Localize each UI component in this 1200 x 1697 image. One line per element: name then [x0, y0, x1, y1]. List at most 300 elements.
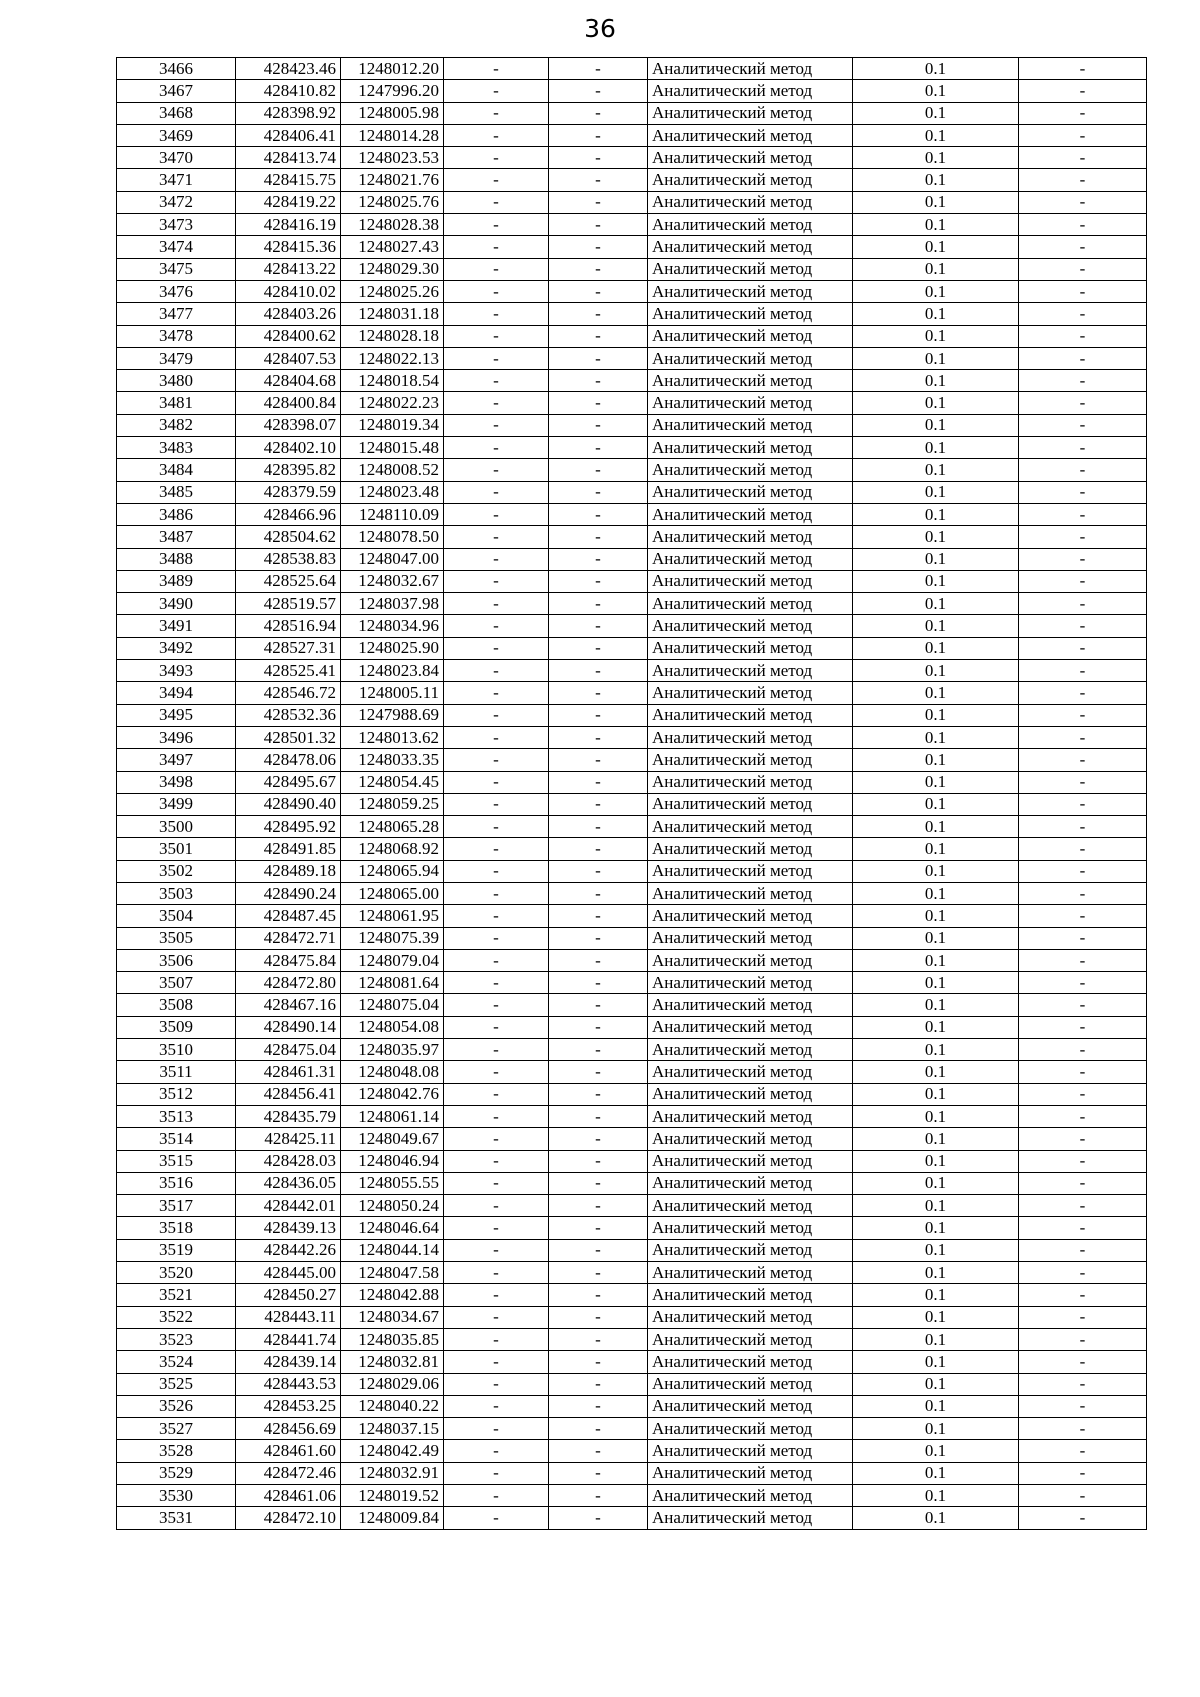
- empty-value-cell: -: [1019, 1440, 1147, 1462]
- y-coordinate-cell: 1248081.64: [341, 972, 444, 994]
- empty-value-cell: -: [549, 392, 648, 414]
- empty-value-cell: -: [444, 682, 549, 704]
- empty-value-cell: -: [1019, 1373, 1147, 1395]
- empty-value-cell: -: [444, 1262, 549, 1284]
- empty-value-cell: -: [549, 682, 648, 704]
- empty-value-cell: -: [549, 1306, 648, 1328]
- empty-value-cell: -: [1019, 927, 1147, 949]
- table-row: [117, 102, 1147, 124]
- empty-value-cell: -: [549, 80, 648, 102]
- empty-value-cell: -: [549, 1373, 648, 1395]
- table-row: [117, 1262, 1147, 1284]
- table-row: [117, 392, 1147, 414]
- accuracy-cell: 0.1: [853, 1061, 1019, 1083]
- empty-value-cell: -: [549, 325, 648, 347]
- point-number-cell: 3467: [117, 80, 236, 102]
- empty-value-cell: -: [549, 771, 648, 793]
- x-coordinate-cell: 428461.06: [236, 1485, 341, 1507]
- empty-value-cell: -: [549, 1105, 648, 1127]
- empty-value-cell: -: [549, 816, 648, 838]
- method-cell: Аналитический метод: [648, 236, 853, 258]
- empty-value-cell: -: [549, 481, 648, 503]
- point-number-cell: 3523: [117, 1328, 236, 1350]
- x-coordinate-cell: 428546.72: [236, 682, 341, 704]
- accuracy-cell: 0.1: [853, 1284, 1019, 1306]
- y-coordinate-cell: 1248022.23: [341, 392, 444, 414]
- empty-value-cell: -: [549, 1462, 648, 1484]
- empty-value-cell: -: [549, 972, 648, 994]
- empty-value-cell: -: [1019, 1172, 1147, 1194]
- method-cell: Аналитический метод: [648, 102, 853, 124]
- y-coordinate-cell: 1248048.08: [341, 1061, 444, 1083]
- empty-value-cell: -: [549, 1485, 648, 1507]
- point-number-cell: 3531: [117, 1507, 236, 1529]
- empty-value-cell: -: [1019, 615, 1147, 637]
- method-cell: Аналитический метод: [648, 927, 853, 949]
- empty-value-cell: -: [549, 882, 648, 904]
- table-row: [117, 80, 1147, 102]
- empty-value-cell: -: [444, 1462, 549, 1484]
- empty-value-cell: -: [444, 793, 549, 815]
- empty-value-cell: -: [444, 1373, 549, 1395]
- accuracy-cell: 0.1: [853, 58, 1019, 80]
- empty-value-cell: -: [549, 169, 648, 191]
- table-row: [117, 437, 1147, 459]
- empty-value-cell: -: [1019, 682, 1147, 704]
- empty-value-cell: -: [1019, 1039, 1147, 1061]
- method-cell: Аналитический метод: [648, 437, 853, 459]
- method-cell: Аналитический метод: [648, 325, 853, 347]
- empty-value-cell: -: [549, 414, 648, 436]
- accuracy-cell: 0.1: [853, 838, 1019, 860]
- x-coordinate-cell: 428461.31: [236, 1061, 341, 1083]
- point-number-cell: 3472: [117, 191, 236, 213]
- empty-value-cell: -: [1019, 637, 1147, 659]
- y-coordinate-cell: 1248033.35: [341, 749, 444, 771]
- accuracy-cell: 0.1: [853, 526, 1019, 548]
- empty-value-cell: -: [444, 169, 549, 191]
- y-coordinate-cell: 1248028.18: [341, 325, 444, 347]
- table-body: [117, 58, 1147, 1530]
- empty-value-cell: -: [444, 704, 549, 726]
- empty-value-cell: -: [1019, 660, 1147, 682]
- table-row: [117, 548, 1147, 570]
- point-number-cell: 3485: [117, 481, 236, 503]
- method-cell: Аналитический метод: [648, 503, 853, 525]
- y-coordinate-cell: 1248055.55: [341, 1172, 444, 1194]
- table-row: [117, 169, 1147, 191]
- method-cell: Аналитический метод: [648, 280, 853, 302]
- accuracy-cell: 0.1: [853, 593, 1019, 615]
- table-row: [117, 526, 1147, 548]
- accuracy-cell: 0.1: [853, 1239, 1019, 1261]
- x-coordinate-cell: 428395.82: [236, 459, 341, 481]
- y-coordinate-cell: 1248032.67: [341, 570, 444, 592]
- accuracy-cell: 0.1: [853, 414, 1019, 436]
- accuracy-cell: 0.1: [853, 124, 1019, 146]
- empty-value-cell: -: [549, 927, 648, 949]
- empty-value-cell: -: [444, 1507, 549, 1529]
- y-coordinate-cell: 1248029.06: [341, 1373, 444, 1395]
- y-coordinate-cell: 1248079.04: [341, 949, 444, 971]
- empty-value-cell: -: [549, 637, 648, 659]
- empty-value-cell: -: [444, 347, 549, 369]
- method-cell: Аналитический метод: [648, 682, 853, 704]
- empty-value-cell: -: [549, 124, 648, 146]
- empty-value-cell: -: [1019, 816, 1147, 838]
- accuracy-cell: 0.1: [853, 994, 1019, 1016]
- empty-value-cell: -: [549, 1351, 648, 1373]
- method-cell: Аналитический метод: [648, 637, 853, 659]
- empty-value-cell: -: [1019, 526, 1147, 548]
- x-coordinate-cell: 428400.84: [236, 392, 341, 414]
- empty-value-cell: -: [1019, 124, 1147, 146]
- empty-value-cell: -: [549, 303, 648, 325]
- x-coordinate-cell: 428490.24: [236, 882, 341, 904]
- accuracy-cell: 0.1: [853, 1262, 1019, 1284]
- empty-value-cell: -: [444, 637, 549, 659]
- coordinates-table: [116, 57, 1147, 1530]
- empty-value-cell: -: [444, 927, 549, 949]
- empty-value-cell: -: [549, 258, 648, 280]
- empty-value-cell: -: [1019, 481, 1147, 503]
- empty-value-cell: -: [549, 838, 648, 860]
- method-cell: Аналитический метод: [648, 303, 853, 325]
- table-row: [117, 1061, 1147, 1083]
- empty-value-cell: -: [1019, 1083, 1147, 1105]
- empty-value-cell: -: [549, 994, 648, 1016]
- accuracy-cell: 0.1: [853, 1039, 1019, 1061]
- empty-value-cell: -: [549, 749, 648, 771]
- empty-value-cell: -: [1019, 570, 1147, 592]
- table-row: [117, 1150, 1147, 1172]
- empty-value-cell: -: [1019, 994, 1147, 1016]
- point-number-cell: 3490: [117, 593, 236, 615]
- x-coordinate-cell: 428456.69: [236, 1418, 341, 1440]
- point-number-cell: 3513: [117, 1105, 236, 1127]
- accuracy-cell: 0.1: [853, 147, 1019, 169]
- accuracy-cell: 0.1: [853, 726, 1019, 748]
- empty-value-cell: -: [444, 994, 549, 1016]
- point-number-cell: 3518: [117, 1217, 236, 1239]
- empty-value-cell: -: [549, 1061, 648, 1083]
- method-cell: Аналитический метод: [648, 1306, 853, 1328]
- empty-value-cell: -: [1019, 1061, 1147, 1083]
- y-coordinate-cell: 1248046.64: [341, 1217, 444, 1239]
- empty-value-cell: -: [444, 726, 549, 748]
- method-cell: Аналитический метод: [648, 1373, 853, 1395]
- empty-value-cell: -: [444, 660, 549, 682]
- point-number-cell: 3486: [117, 503, 236, 525]
- point-number-cell: 3503: [117, 882, 236, 904]
- accuracy-cell: 0.1: [853, 481, 1019, 503]
- x-coordinate-cell: 428404.68: [236, 370, 341, 392]
- accuracy-cell: 0.1: [853, 236, 1019, 258]
- table-row: [117, 1128, 1147, 1150]
- empty-value-cell: -: [549, 949, 648, 971]
- empty-value-cell: -: [444, 414, 549, 436]
- empty-value-cell: -: [549, 1440, 648, 1462]
- table-row: [117, 1172, 1147, 1194]
- accuracy-cell: 0.1: [853, 303, 1019, 325]
- method-cell: Аналитический метод: [648, 80, 853, 102]
- empty-value-cell: -: [1019, 102, 1147, 124]
- y-coordinate-cell: 1248054.45: [341, 771, 444, 793]
- method-cell: Аналитический метод: [648, 1239, 853, 1261]
- empty-value-cell: -: [444, 503, 549, 525]
- empty-value-cell: -: [444, 838, 549, 860]
- empty-value-cell: -: [444, 1485, 549, 1507]
- empty-value-cell: -: [1019, 303, 1147, 325]
- method-cell: Аналитический метод: [648, 1105, 853, 1127]
- method-cell: Аналитический метод: [648, 1195, 853, 1217]
- y-coordinate-cell: 1248018.54: [341, 370, 444, 392]
- y-coordinate-cell: 1248034.67: [341, 1306, 444, 1328]
- empty-value-cell: -: [549, 704, 648, 726]
- y-coordinate-cell: 1248075.04: [341, 994, 444, 1016]
- empty-value-cell: -: [549, 58, 648, 80]
- method-cell: Аналитический метод: [648, 972, 853, 994]
- accuracy-cell: 0.1: [853, 1195, 1019, 1217]
- empty-value-cell: -: [1019, 191, 1147, 213]
- empty-value-cell: -: [549, 1262, 648, 1284]
- method-cell: Аналитический метод: [648, 1462, 853, 1484]
- empty-value-cell: -: [444, 1172, 549, 1194]
- y-coordinate-cell: 1248008.52: [341, 459, 444, 481]
- x-coordinate-cell: 428442.26: [236, 1239, 341, 1261]
- empty-value-cell: -: [549, 1039, 648, 1061]
- method-cell: Аналитический метод: [648, 704, 853, 726]
- x-coordinate-cell: 428456.41: [236, 1083, 341, 1105]
- y-coordinate-cell: 1248031.18: [341, 303, 444, 325]
- accuracy-cell: 0.1: [853, 793, 1019, 815]
- empty-value-cell: -: [549, 1195, 648, 1217]
- empty-value-cell: -: [549, 1172, 648, 1194]
- y-coordinate-cell: 1248032.91: [341, 1462, 444, 1484]
- y-coordinate-cell: 1248025.90: [341, 637, 444, 659]
- y-coordinate-cell: 1248023.48: [341, 481, 444, 503]
- empty-value-cell: -: [549, 570, 648, 592]
- accuracy-cell: 0.1: [853, 927, 1019, 949]
- table-row: [117, 1418, 1147, 1440]
- accuracy-cell: 0.1: [853, 660, 1019, 682]
- point-number-cell: 3510: [117, 1039, 236, 1061]
- x-coordinate-cell: 428441.74: [236, 1328, 341, 1350]
- point-number-cell: 3491: [117, 615, 236, 637]
- point-number-cell: 3530: [117, 1485, 236, 1507]
- accuracy-cell: 0.1: [853, 704, 1019, 726]
- point-number-cell: 3484: [117, 459, 236, 481]
- y-coordinate-cell: 1248075.39: [341, 927, 444, 949]
- point-number-cell: 3478: [117, 325, 236, 347]
- empty-value-cell: -: [444, 816, 549, 838]
- point-number-cell: 3493: [117, 660, 236, 682]
- point-number-cell: 3502: [117, 860, 236, 882]
- y-coordinate-cell: 1248023.84: [341, 660, 444, 682]
- accuracy-cell: 0.1: [853, 1016, 1019, 1038]
- empty-value-cell: -: [444, 459, 549, 481]
- x-coordinate-cell: 428439.14: [236, 1351, 341, 1373]
- method-cell: Аналитический метод: [648, 994, 853, 1016]
- point-number-cell: 3498: [117, 771, 236, 793]
- table-row: [117, 1239, 1147, 1261]
- x-coordinate-cell: 428443.53: [236, 1373, 341, 1395]
- y-coordinate-cell: 1248059.25: [341, 793, 444, 815]
- accuracy-cell: 0.1: [853, 860, 1019, 882]
- point-number-cell: 3470: [117, 147, 236, 169]
- table-row: [117, 370, 1147, 392]
- accuracy-cell: 0.1: [853, 1083, 1019, 1105]
- empty-value-cell: -: [1019, 1128, 1147, 1150]
- empty-value-cell: -: [549, 347, 648, 369]
- point-number-cell: 3489: [117, 570, 236, 592]
- empty-value-cell: -: [444, 437, 549, 459]
- empty-value-cell: -: [444, 1440, 549, 1462]
- y-coordinate-cell: 1248061.95: [341, 905, 444, 927]
- point-number-cell: 3505: [117, 927, 236, 949]
- empty-value-cell: -: [549, 1418, 648, 1440]
- empty-value-cell: -: [549, 860, 648, 882]
- method-cell: Аналитический метод: [648, 414, 853, 436]
- y-coordinate-cell: 1248065.94: [341, 860, 444, 882]
- empty-value-cell: -: [1019, 860, 1147, 882]
- empty-value-cell: -: [549, 437, 648, 459]
- table-row: [117, 927, 1147, 949]
- point-number-cell: 3508: [117, 994, 236, 1016]
- empty-value-cell: -: [1019, 1418, 1147, 1440]
- empty-value-cell: -: [1019, 280, 1147, 302]
- empty-value-cell: -: [1019, 392, 1147, 414]
- empty-value-cell: -: [1019, 726, 1147, 748]
- empty-value-cell: -: [444, 1039, 549, 1061]
- x-coordinate-cell: 428495.92: [236, 816, 341, 838]
- method-cell: Аналитический метод: [648, 949, 853, 971]
- method-cell: Аналитический метод: [648, 1284, 853, 1306]
- empty-value-cell: -: [1019, 1284, 1147, 1306]
- x-coordinate-cell: 428407.53: [236, 347, 341, 369]
- table-row: [117, 1328, 1147, 1350]
- empty-value-cell: -: [1019, 503, 1147, 525]
- method-cell: Аналитический метод: [648, 1440, 853, 1462]
- method-cell: Аналитический метод: [648, 793, 853, 815]
- x-coordinate-cell: 428443.11: [236, 1306, 341, 1328]
- empty-value-cell: -: [549, 905, 648, 927]
- empty-value-cell: -: [444, 1061, 549, 1083]
- y-coordinate-cell: 1248019.34: [341, 414, 444, 436]
- method-cell: Аналитический метод: [648, 860, 853, 882]
- empty-value-cell: -: [1019, 1306, 1147, 1328]
- empty-value-cell: -: [1019, 347, 1147, 369]
- empty-value-cell: -: [1019, 793, 1147, 815]
- y-coordinate-cell: 1248047.58: [341, 1262, 444, 1284]
- y-coordinate-cell: 1248027.43: [341, 236, 444, 258]
- accuracy-cell: 0.1: [853, 370, 1019, 392]
- method-cell: Аналитический метод: [648, 347, 853, 369]
- x-coordinate-cell: 428495.67: [236, 771, 341, 793]
- y-coordinate-cell: 1248047.00: [341, 548, 444, 570]
- table-row: [117, 994, 1147, 1016]
- method-cell: Аналитический метод: [648, 1217, 853, 1239]
- empty-value-cell: -: [444, 325, 549, 347]
- x-coordinate-cell: 428487.45: [236, 905, 341, 927]
- x-coordinate-cell: 428525.41: [236, 660, 341, 682]
- empty-value-cell: -: [549, 214, 648, 236]
- x-coordinate-cell: 428416.19: [236, 214, 341, 236]
- x-coordinate-cell: 428439.13: [236, 1217, 341, 1239]
- x-coordinate-cell: 428402.10: [236, 437, 341, 459]
- empty-value-cell: -: [1019, 1328, 1147, 1350]
- empty-value-cell: -: [549, 548, 648, 570]
- method-cell: Аналитический метод: [648, 526, 853, 548]
- x-coordinate-cell: 428489.18: [236, 860, 341, 882]
- x-coordinate-cell: 428428.03: [236, 1150, 341, 1172]
- point-number-cell: 3468: [117, 102, 236, 124]
- y-coordinate-cell: 1248049.67: [341, 1128, 444, 1150]
- x-coordinate-cell: 428490.40: [236, 793, 341, 815]
- y-coordinate-cell: 1248015.48: [341, 437, 444, 459]
- method-cell: Аналитический метод: [648, 1395, 853, 1417]
- empty-value-cell: -: [1019, 236, 1147, 258]
- x-coordinate-cell: 428472.80: [236, 972, 341, 994]
- method-cell: Аналитический метод: [648, 749, 853, 771]
- method-cell: Аналитический метод: [648, 816, 853, 838]
- table-row: [117, 1485, 1147, 1507]
- empty-value-cell: -: [444, 882, 549, 904]
- point-number-cell: 3480: [117, 370, 236, 392]
- x-coordinate-cell: 428425.11: [236, 1128, 341, 1150]
- y-coordinate-cell: 1248040.22: [341, 1395, 444, 1417]
- x-coordinate-cell: 428475.84: [236, 949, 341, 971]
- method-cell: Аналитический метод: [648, 615, 853, 637]
- table-row: [117, 726, 1147, 748]
- x-coordinate-cell: 428445.00: [236, 1262, 341, 1284]
- empty-value-cell: -: [444, 102, 549, 124]
- empty-value-cell: -: [444, 1418, 549, 1440]
- empty-value-cell: -: [1019, 704, 1147, 726]
- empty-value-cell: -: [444, 1128, 549, 1150]
- y-coordinate-cell: 1248012.20: [341, 58, 444, 80]
- point-number-cell: 3476: [117, 280, 236, 302]
- x-coordinate-cell: 428466.96: [236, 503, 341, 525]
- accuracy-cell: 0.1: [853, 1485, 1019, 1507]
- x-coordinate-cell: 428472.71: [236, 927, 341, 949]
- empty-value-cell: -: [444, 80, 549, 102]
- y-coordinate-cell: 1248029.30: [341, 258, 444, 280]
- table-row: [117, 972, 1147, 994]
- empty-value-cell: -: [1019, 214, 1147, 236]
- empty-value-cell: -: [444, 258, 549, 280]
- empty-value-cell: -: [444, 58, 549, 80]
- table-row: [117, 1395, 1147, 1417]
- y-coordinate-cell: 1248025.76: [341, 191, 444, 213]
- table-row: [117, 303, 1147, 325]
- table-row: [117, 882, 1147, 904]
- empty-value-cell: -: [549, 459, 648, 481]
- empty-value-cell: -: [1019, 370, 1147, 392]
- x-coordinate-cell: 428516.94: [236, 615, 341, 637]
- accuracy-cell: 0.1: [853, 771, 1019, 793]
- y-coordinate-cell: 1248014.28: [341, 124, 444, 146]
- accuracy-cell: 0.1: [853, 1440, 1019, 1462]
- x-coordinate-cell: 428450.27: [236, 1284, 341, 1306]
- accuracy-cell: 0.1: [853, 1462, 1019, 1484]
- method-cell: Аналитический метод: [648, 1328, 853, 1350]
- empty-value-cell: -: [1019, 1395, 1147, 1417]
- x-coordinate-cell: 428400.62: [236, 325, 341, 347]
- point-number-cell: 3529: [117, 1462, 236, 1484]
- empty-value-cell: -: [1019, 1150, 1147, 1172]
- x-coordinate-cell: 428478.06: [236, 749, 341, 771]
